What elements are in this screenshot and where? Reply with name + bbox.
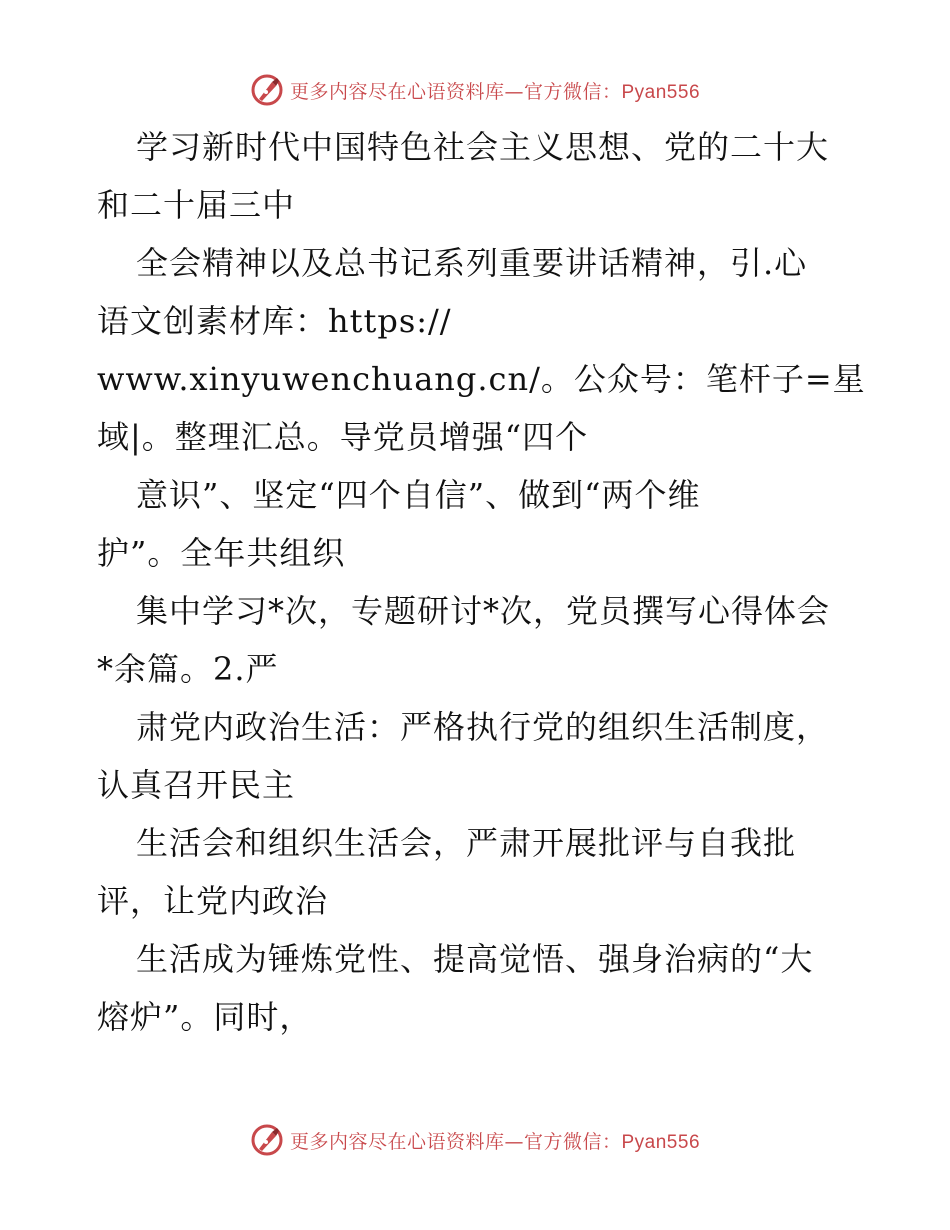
- footer-banner-title: 更多内容尽在心语资料库: [289, 1130, 505, 1153]
- text-line: 认真召开民主: [97, 766, 296, 804]
- text-line: 肃党内政治生活：严格执行党的组织生活制度，: [136, 708, 830, 746]
- document-body: [97, 118, 867, 1046]
- header-banner-title: 更多内容尽在心语资料库: [289, 80, 505, 103]
- header-banner: [0, 70, 950, 110]
- text-line: 和二十届三中: [97, 186, 296, 224]
- text-line: 生活会和组织生活会，严肃开展批评与自我批: [136, 824, 797, 862]
- text-line: 熔炉”。同时，: [97, 998, 313, 1036]
- text-line: 集中学习*次，专题研讨*次，党员撰写心得体会: [136, 592, 831, 630]
- text-line: 域|。整理汇总。导党员增强“四个: [97, 418, 589, 456]
- footer-banner-separator: —: [504, 1130, 524, 1153]
- pen-nib-logo-icon: [250, 1123, 284, 1157]
- text-line: 语文创素材库：https://: [97, 302, 452, 340]
- header-banner-separator: —: [504, 80, 524, 103]
- text-line: 全会精神以及总书记系列重要讲话精神，引.心: [136, 244, 808, 282]
- header-banner-id: Pyan556: [621, 81, 701, 103]
- text-line: 学习新时代中国特色社会主义思想、党的二十大: [136, 128, 830, 166]
- header-banner-text: [290, 77, 700, 104]
- footer-banner: [0, 1120, 950, 1160]
- footer-banner-contact: 官方微信：: [523, 1130, 622, 1153]
- footer-banner-text: [290, 1127, 700, 1154]
- header-banner-contact: 官方微信：: [523, 80, 622, 103]
- text-line: www.xinyuwenchuang.cn/。公众号：笔杆子=星: [97, 360, 866, 398]
- text-line: 意识”、坚定“四个自信”、做到“两个维: [136, 476, 701, 514]
- footer-banner-id: Pyan556: [621, 1131, 701, 1153]
- pen-nib-logo-icon: [250, 73, 284, 107]
- text-line: 护”。全年共组织: [97, 534, 346, 572]
- text-line: *余篇。2.严: [97, 650, 279, 688]
- text-line: 生活成为锤炼党性、提高觉悟、强身治病的“大: [136, 940, 814, 978]
- text-line: 评，让党内政治: [97, 882, 329, 920]
